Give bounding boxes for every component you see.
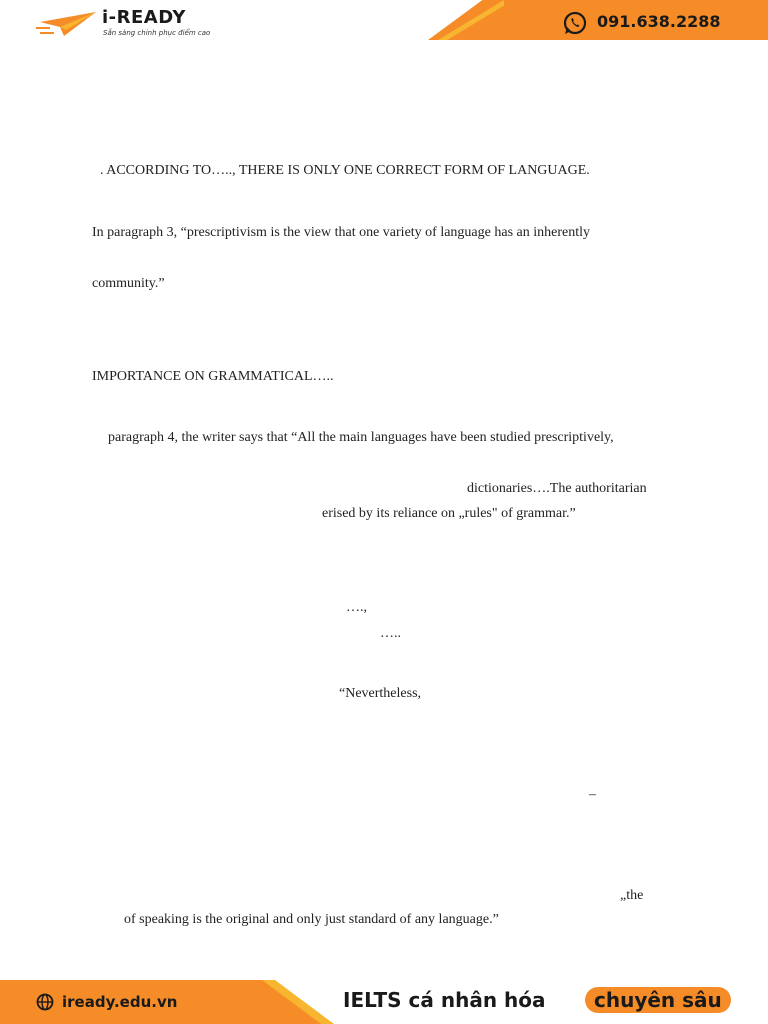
whatsapp-phone-icon <box>562 10 588 36</box>
text-line: erised by its reliance on „rules" of grammar.” <box>322 506 576 521</box>
text-line: paragraph 4, the writer says that “All the main languages have been studied prescriptively, <box>108 430 614 445</box>
slogan-highlight: chuyên sâu <box>585 987 731 1013</box>
text-line: “Nevertheless, <box>339 686 422 701</box>
text-line: ….. <box>380 626 401 641</box>
brand-name: i-READY <box>102 7 186 28</box>
page-header <box>0 0 768 44</box>
text-line: – <box>589 787 596 802</box>
text-line: …., <box>346 600 367 615</box>
text-line: In paragraph 3, “prescriptivism is the view that one variety of language has an inherently <box>92 225 590 240</box>
text-line: dictionaries….The authoritarian <box>467 481 647 496</box>
page-footer <box>0 980 768 1024</box>
slogan: IELTS cá nhân hóa <box>343 988 546 1012</box>
brand-tagline: Sẵn sàng chinh phục điểm cao <box>103 29 211 37</box>
text-line: . ACCORDING TO….., THERE IS ONLY ONE CORRECT FORM OF LANGUAGE. <box>100 163 590 178</box>
paper-plane-icon <box>36 10 100 38</box>
text-line: of speaking is the original and only just standard of any language.” <box>124 912 499 927</box>
globe-icon <box>36 993 54 1011</box>
website-link[interactable]: iready.edu.vn <box>62 993 178 1011</box>
text-line: community.” <box>92 276 165 291</box>
phone-number[interactable]: 091.638.2288 <box>597 12 721 31</box>
text-line: IMPORTANCE ON GRAMMATICAL….. <box>92 369 334 384</box>
text-line: „the <box>620 888 644 903</box>
